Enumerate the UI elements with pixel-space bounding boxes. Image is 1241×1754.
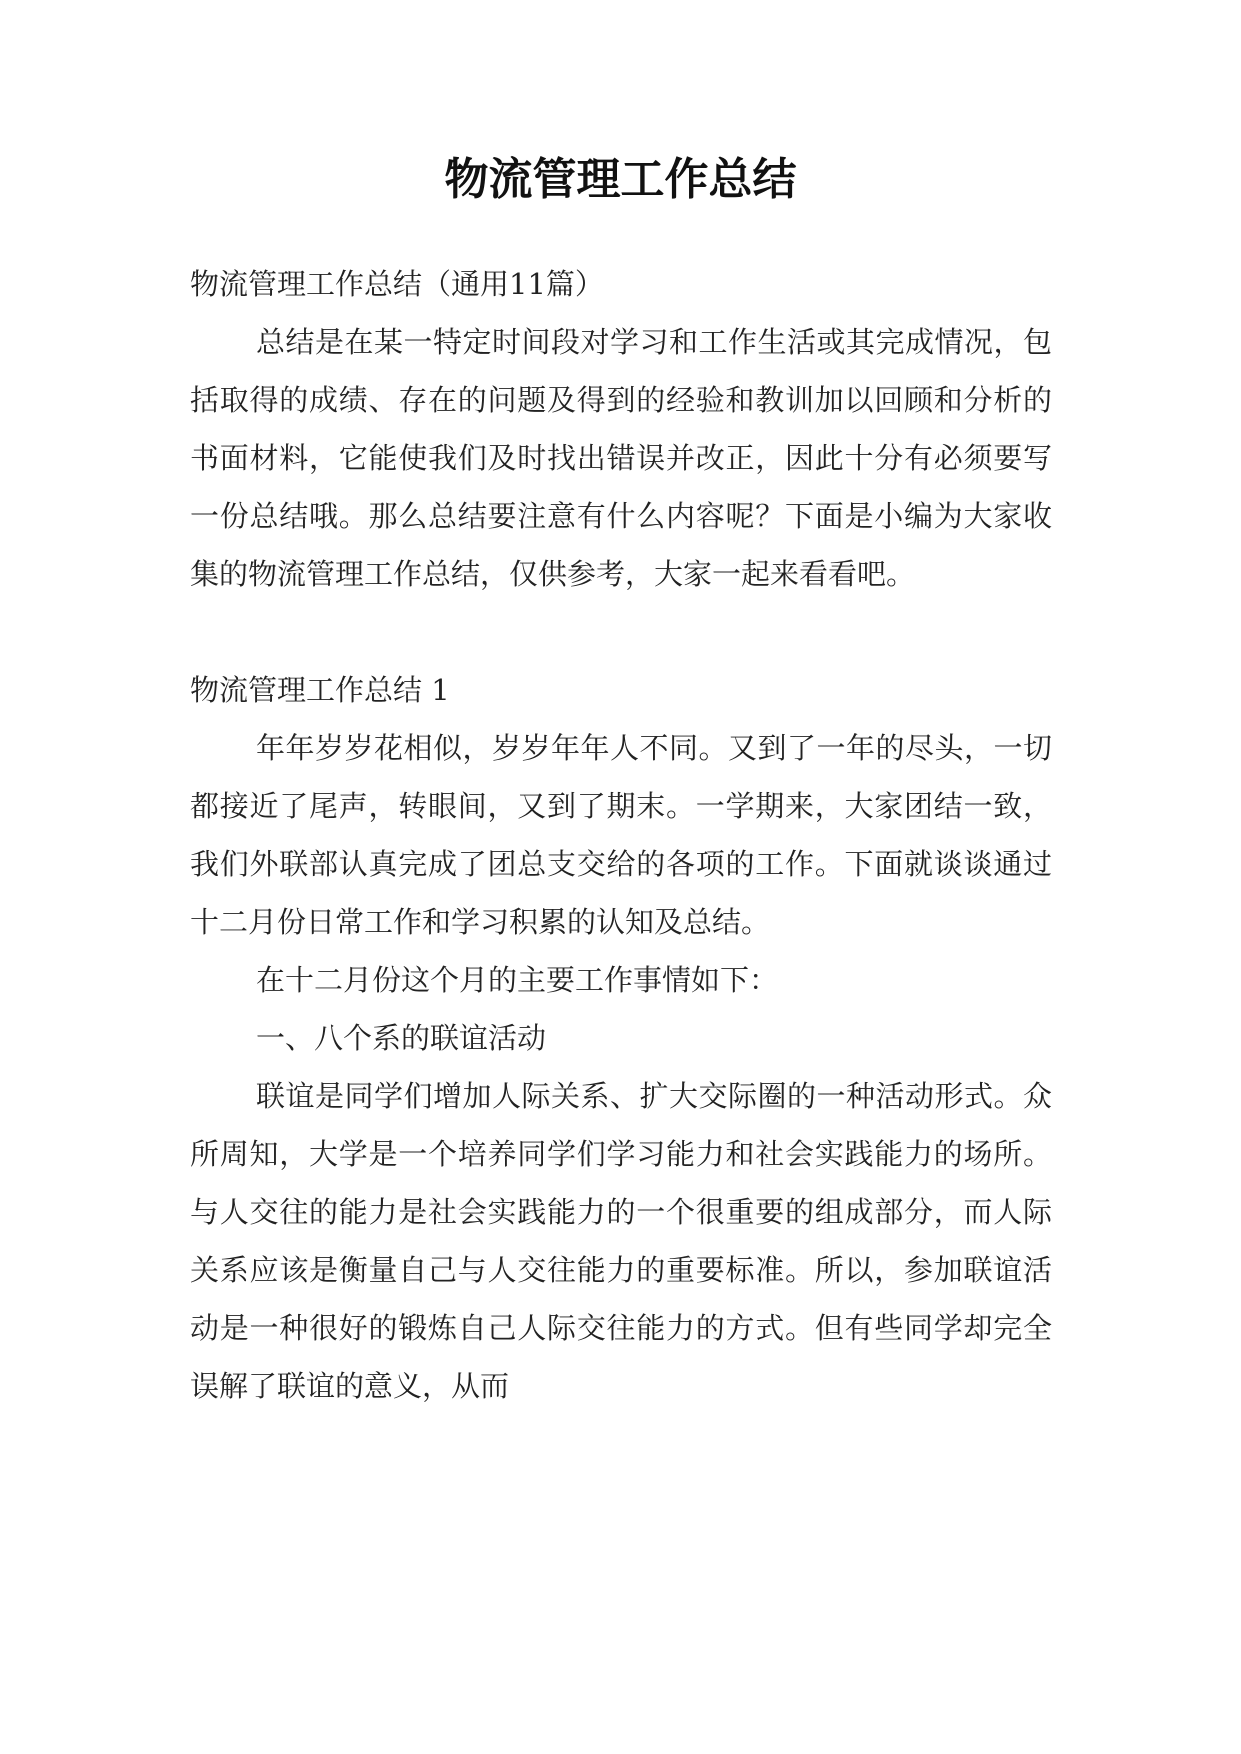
document-title: 物流管理工作总结 bbox=[444, 154, 797, 205]
intro-paragraph: 总结是在某一特定时间段对学习和工作生活或其完成情况，包括取得的成绩、存在的问题及得到的经验和教训加以回顾和分析的书面材料，它能使我们及时找出错误并改正，因此十分有必须要写一份总结哦。那么总结要注意有什么内容呢？下面是小编为大家收集的物流管理工作总结，仅供参考，大家一起来看看吧。 bbox=[190, 325, 1052, 591]
section-heading: 物流管理工作总结 1 bbox=[190, 673, 450, 707]
document-body bbox=[190, 255, 1052, 1415]
body-paragraph: 年年岁岁花相似，岁岁年年人不同。又到了一年的尽头，一切都接近了尾声，转眼间，又到了期末。一学期来，大家团结一致，我们外联部认真完成了团总支交给的各项的工作。下面就谈谈通过十二月份日常工作和学习积累的认知及总结。 bbox=[190, 731, 1052, 939]
subsection-heading: 一、八个系的联谊活动 bbox=[256, 1021, 547, 1055]
document-subtitle: 物流管理工作总结（通用11篇） bbox=[190, 267, 604, 301]
body-paragraph: 联谊是同学们增加人际关系、扩大交际圈的一种活动形式。众所周知，大学是一个培养同学们学习能力和社会实践能力的场所。与人交往的能力是社会实践能力的一个很重要的组成部分，而人际关系应该是衡量自己与人交往能力的重要标准。所以，参加联谊活动是一种很好的锻炼自己人际交往能力的方式。但有些同学却完全误解了联谊的意义，从而 bbox=[190, 1079, 1052, 1403]
body-paragraph: 在十二月份这个月的主要工作事情如下： bbox=[256, 963, 779, 997]
section-spacer bbox=[190, 603, 1052, 661]
